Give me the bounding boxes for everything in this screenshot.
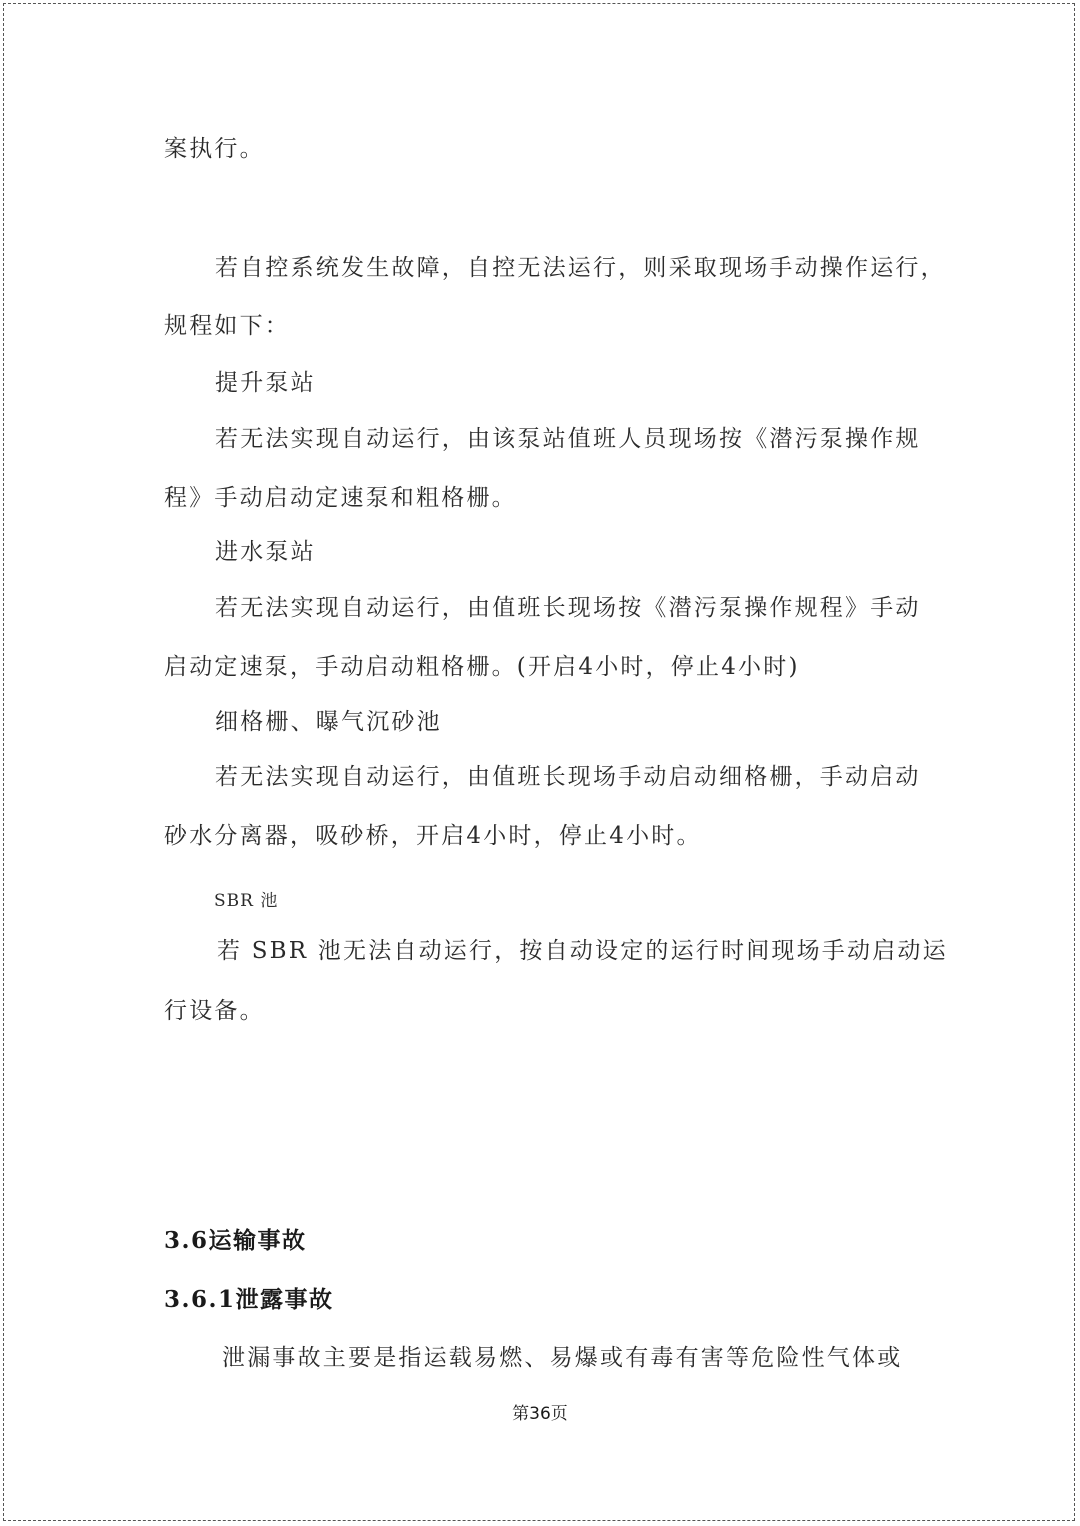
subheading-fine-screen: 细格栅、曝气沉砂池 [215,709,442,735]
text-line: 行设备。 [164,998,265,1024]
text-line: 若无法实现自动运行，由值班长现场按《潜污泵操作规程》手动 [215,595,921,621]
text-line: 泄漏事故主要是指运载易燃、易爆或有毒有害等危险性气体或 [222,1345,903,1371]
subheading-sbr-tank: SBR 池 [214,891,279,911]
text-line: 若 SBR 池无法自动运行，按自动设定的运行时间现场手动启动运 [217,938,948,964]
text-line: 若自控系统发生故障，自控无法运行，则采取现场手动操作运行， [215,255,946,281]
subsection-heading: 3.6.1泄露事故 [164,1286,334,1313]
text-line: 若无法实现自动运行，由该泵站值班人员现场按《潜污泵操作规 [215,426,921,452]
section-heading: 3.6运输事故 [164,1227,307,1254]
text-line: 规程如下： [164,313,290,339]
page-number: 第36页 [512,1404,568,1424]
text-line: 砂水分离器，吸砂桥，开启4小时，停止4小时。 [164,823,702,849]
text-line: 程》手动启动定速泵和粗格栅。 [164,485,517,511]
text-line: 若无法实现自动运行，由值班长现场手动启动细格栅，手动启动 [215,764,921,790]
subheading-inlet-pump-station: 进水泵站 [215,539,316,565]
subheading-lift-pump-station: 提升泵站 [215,370,316,396]
text-line: 案执行。 [164,136,265,162]
text-line: 启动定速泵，手动启动粗格栅。(开启4小时，停止4小时) [164,654,800,680]
